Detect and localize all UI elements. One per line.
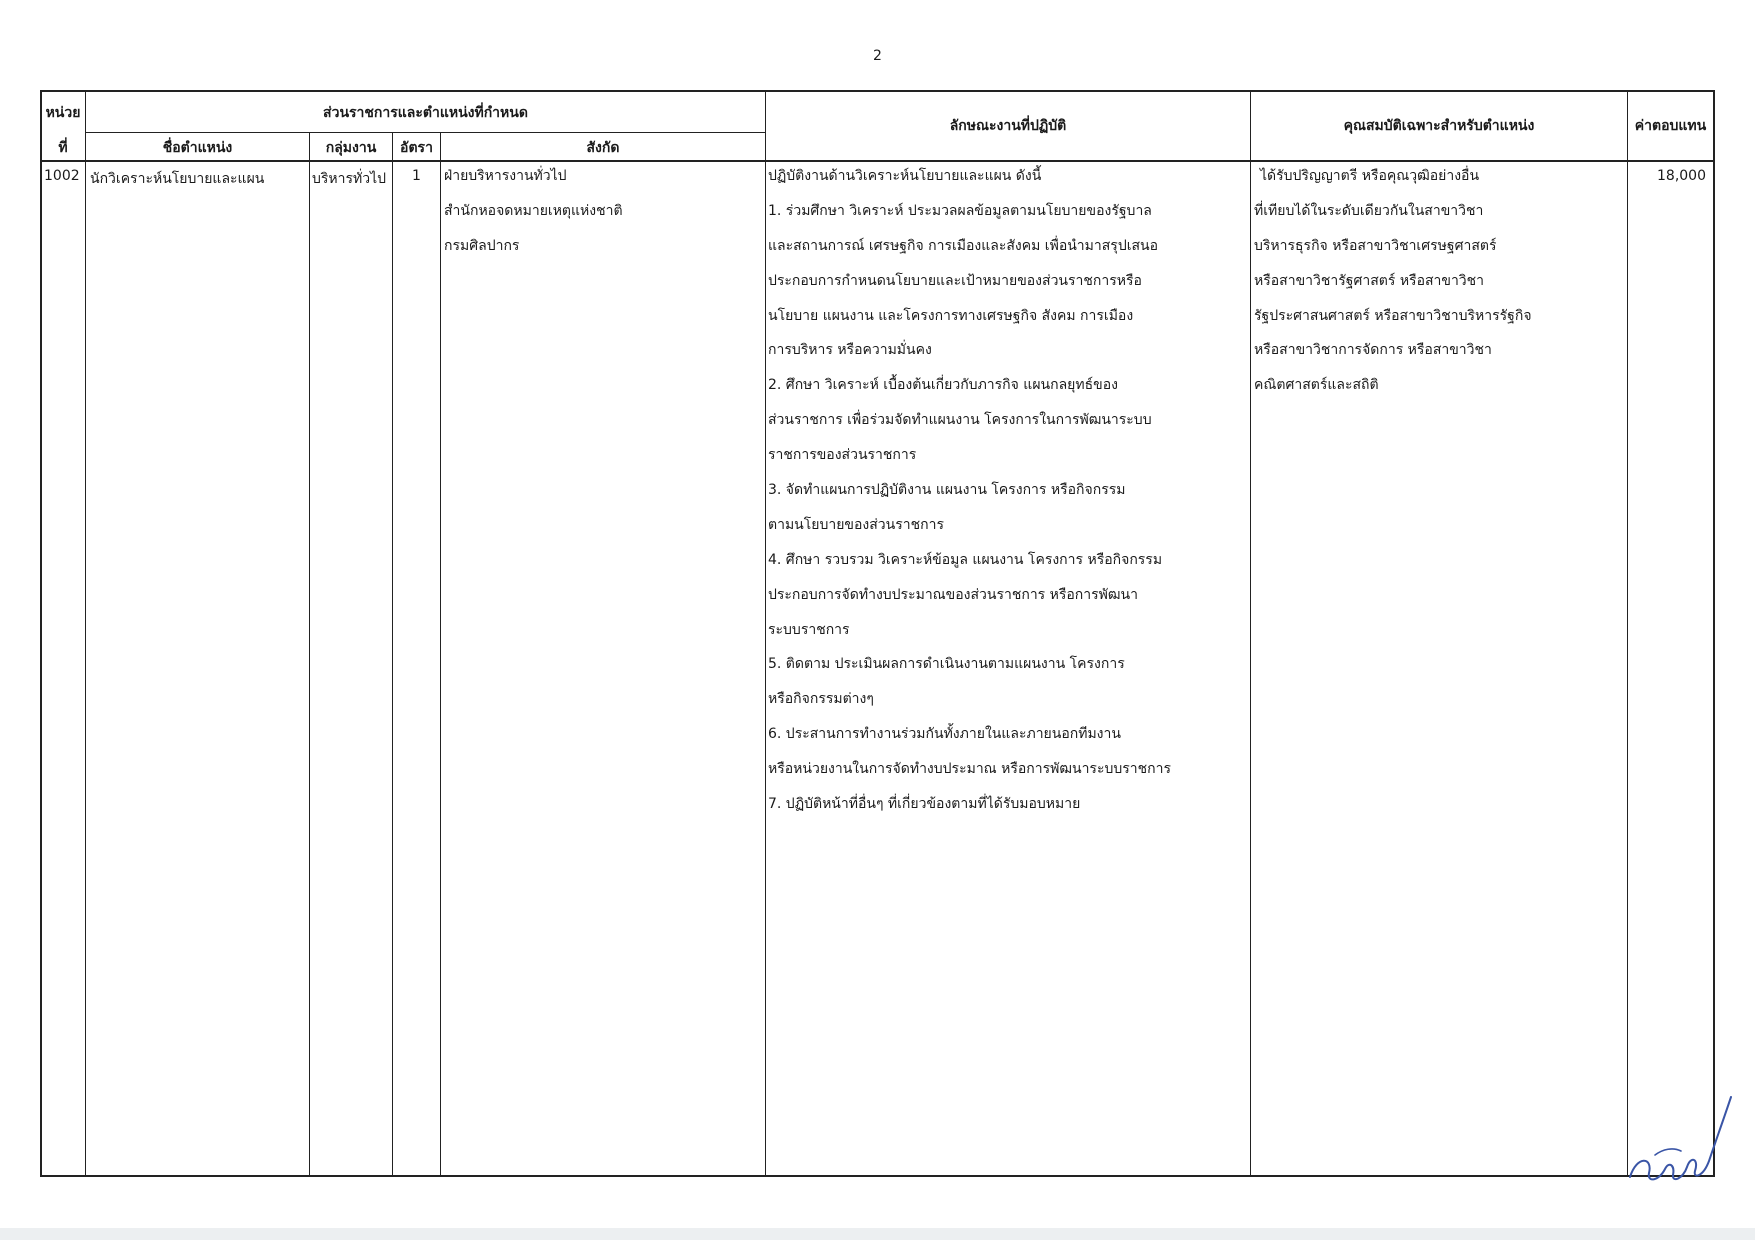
- header-rate: อัตรา: [400, 140, 433, 156]
- table-top-border: [40, 90, 1715, 92]
- job-nature-line: ตามนโยบายของส่วนราชการ: [768, 516, 944, 533]
- qualification-line: ที่เทียบได้ในระดับเดียวกันในสาขาวิชา: [1254, 202, 1484, 219]
- job-nature-line: ระบบราชการ: [768, 621, 850, 638]
- column-border: [1713, 90, 1715, 1177]
- column-border: [85, 90, 86, 1177]
- header-unit-line2: ที่: [58, 140, 68, 156]
- job-nature-line: 4. ศึกษา รวบรวม วิเคราะห์ข้อมูล แผนงาน โครงการ หรือกิจกรรม: [768, 551, 1163, 568]
- job-nature-line: ปฏิบัติงานด้านวิเคราะห์นโยบายและแผน ดังนี้: [768, 168, 1042, 184]
- header-qualifications: คุณสมบัติเฉพาะสำหรับตำแหน่ง: [1343, 118, 1535, 134]
- job-nature-line: 2. ศึกษา วิเคราะห์ เบื้องต้นเกี่ยวกับภารกิจ แผนกลยุทธ์ของ: [768, 377, 1118, 394]
- header-job-nature: ลักษณะงานที่ปฏิบัติ: [949, 118, 1067, 134]
- rate: 1: [412, 168, 421, 184]
- column-border: [392, 132, 393, 1177]
- affiliation-list: [444, 159, 623, 264]
- page-number: 2: [873, 48, 882, 64]
- qualification-line: ได้รับปริญญาตรี หรือคุณวุฒิอย่างอื่น: [1260, 168, 1480, 184]
- header-compensation: ค่าตอบแทน: [1634, 118, 1707, 134]
- job-nature-line: ประกอบการจัดทำงบประมาณของส่วนราชการ หรือการพัฒนา: [768, 586, 1138, 603]
- affiliation-line: ฝ่ายบริหารงานทั่วไป: [444, 168, 567, 184]
- compensation-value: 18,000: [1657, 168, 1706, 184]
- job-nature-line: หรือกิจกรรมต่างๆ: [768, 691, 874, 708]
- job-nature-line: การบริหาร หรือความมั่นคง: [768, 342, 932, 359]
- job-nature-line: 3. จัดทำแผนการปฏิบัติงาน แผนงาน โครงการ หรือกิจกรรม: [768, 482, 1126, 499]
- qualification-line: บริหารธุรกิจ หรือสาขาวิชาเศรษฐศาสตร์: [1254, 237, 1497, 254]
- job-nature-line: ประกอบการกำหนดนโยบายและเป้าหมายของส่วนราชการหรือ: [768, 272, 1142, 289]
- column-border: [40, 90, 42, 1177]
- job-nature-line: 1. ร่วมศึกษา วิเคราะห์ ประมวลผลข้อมูลตามนโยบายของรัฐบาล: [768, 202, 1152, 219]
- position-name: นักวิเคราะห์นโยบายและแผน: [90, 171, 265, 187]
- affiliation-line: กรมศิลปากร: [444, 237, 520, 254]
- header-work-group: กลุ่มงาน: [325, 140, 377, 156]
- table-bottom-border: [40, 1175, 1715, 1177]
- signature-mark: [1615, 1085, 1735, 1195]
- qualification-line: รัฐประศาสนศาสตร์ หรือสาขาวิชาบริหารรัฐกิจ: [1254, 307, 1532, 324]
- job-nature-line: 7. ปฏิบัติหน้าที่อื่นๆ ที่เกี่ยวข้องตามที่ได้รับมอบหมาย: [768, 796, 1081, 813]
- job-nature-line: 5. ติดตาม ประเมินผลการดำเนินงานตามแผนงาน โครงการ: [768, 656, 1125, 673]
- column-border: [1250, 90, 1251, 1177]
- column-border: [765, 90, 766, 1177]
- column-border: [1627, 90, 1628, 1177]
- qualification-line: คณิตศาสตร์และสถิติ: [1254, 377, 1379, 394]
- unit-number: 1002: [44, 168, 80, 184]
- job-nature-line: ราชการของส่วนราชการ: [768, 447, 917, 464]
- work-group: บริหารทั่วไป: [312, 171, 387, 187]
- job-nature-line: ส่วนราชการ เพื่อร่วมจัดทำแผนงาน โครงการในการพัฒนาระบบ: [768, 412, 1152, 429]
- header-group-title: ส่วนราชการและตำแหน่งที่กำหนด: [323, 105, 528, 121]
- job-nature-line: หรือหน่วยงานในการจัดทำงบประมาณ หรือการพัฒนาระบบราชการ: [768, 761, 1171, 778]
- column-border: [440, 132, 441, 1177]
- job-nature-line: และสถานการณ์ เศรษฐกิจ การเมืองและสังคม เพื่อนำมาสรุปเสนอ: [768, 237, 1159, 254]
- header-position-name: ชื่อตำแหน่ง: [162, 140, 233, 156]
- qualification-line: หรือสาขาวิชาการจัดการ หรือสาขาวิชา: [1254, 342, 1492, 359]
- affiliation-line: สำนักหอจดหมายเหตุแห่งชาติ: [444, 202, 623, 219]
- header-affiliation: สังกัด: [586, 140, 620, 156]
- job-nature-line: นโยบาย แผนงาน และโครงการทางเศรษฐกิจ สังคม การเมือง: [768, 307, 1134, 324]
- subheader-divider: [85, 132, 765, 133]
- header-unit-line1: หน่วย: [45, 105, 81, 121]
- scan-edge-band: [0, 1228, 1755, 1240]
- qualification-line: หรือสาขาวิชารัฐศาสตร์ หรือสาขาวิชา: [1254, 272, 1485, 289]
- column-border: [309, 132, 310, 1177]
- job-nature-line: 6. ประสานการทำงานร่วมกันทั้งภายในและภายนอกทีมงาน: [768, 726, 1121, 743]
- qualifications-list: [1254, 159, 1532, 403]
- job-nature-list: [768, 159, 1171, 822]
